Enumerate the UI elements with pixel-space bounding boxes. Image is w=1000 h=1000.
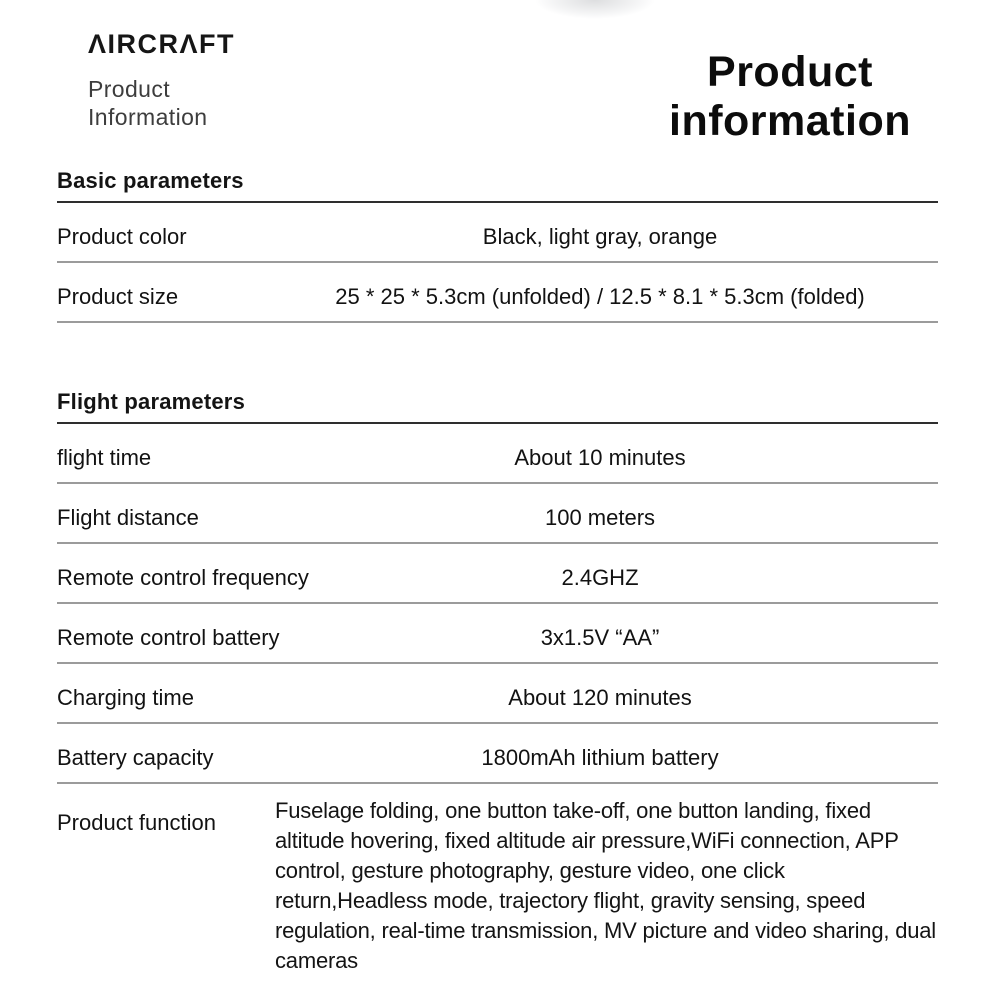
table-row-flight-distance (57, 484, 938, 544)
table-row-product-size (57, 263, 938, 323)
row-value: Black, light gray, orange (482, 224, 718, 249)
row-label: Remote control battery (57, 625, 280, 650)
table-row-charging-time (57, 664, 938, 724)
table-row-battery-capacity (57, 724, 938, 784)
row-label: Remote control frequency (57, 565, 309, 590)
row-label: Product size (57, 284, 179, 309)
page-title-line1: Product (707, 48, 873, 96)
content (57, 168, 938, 992)
row-value: 3x1.5V “AA” (540, 625, 660, 650)
header (0, 0, 1000, 168)
section-heading-flight: Flight parameters (57, 389, 938, 424)
row-label: Flight distance (57, 505, 199, 530)
brand-logo: ΛIRCRΛFT (88, 29, 235, 59)
top-gray-smudge (515, 0, 675, 28)
row-label: Product function (57, 810, 216, 835)
row-value: 100 meters (544, 505, 656, 530)
table-row-product-function (57, 796, 938, 992)
row-label: Product color (57, 224, 187, 249)
row-value: About 10 minutes (514, 445, 686, 470)
row-label: Battery capacity (57, 745, 214, 770)
row-value: 2.4GHZ (561, 565, 639, 590)
page-title-line2: information (669, 97, 911, 145)
product-function-text: Fuselage folding, one button take-off, one button landing, fixed altitude hovering, fixed altitude air pressure,WiFi connection, APP control, gesture photography, gesture video, one click return,Headless mode, trajectory flight, gravity sensing, speed regulation, real-time transmission, MV picture and video sharing, dual cameras (275, 798, 936, 973)
table-row-flight-time (57, 424, 938, 484)
section-basic-parameters (57, 168, 938, 323)
section-flight-parameters (57, 389, 938, 992)
page-title (635, 48, 945, 146)
row-value: About 120 minutes (508, 685, 692, 710)
table-row-remote-battery (57, 604, 938, 664)
table-row-remote-frequency (57, 544, 938, 604)
row-value: 1800mAh lithium battery (481, 745, 719, 770)
row-label: Charging time (57, 685, 194, 710)
brand-subtitle-line1: Product (88, 76, 171, 102)
section-heading-basic: Basic parameters (57, 168, 938, 203)
brand-block (88, 30, 235, 131)
brand-subtitle-line2: Information (88, 104, 208, 130)
row-value: 25 * 25 * 5.3cm (unfolded) / 12.5 * 8.1 * 5.3cm (folded) (335, 284, 865, 309)
row-label: flight time (57, 445, 152, 470)
brand-subtitle (88, 75, 235, 131)
table-row-product-color (57, 203, 938, 263)
